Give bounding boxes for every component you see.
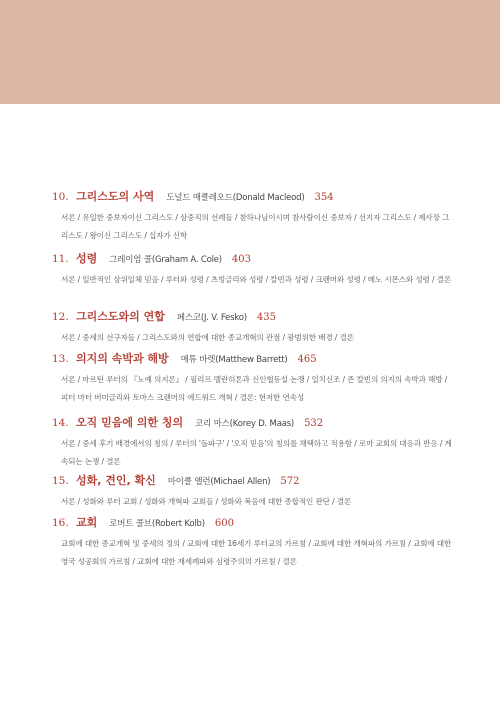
toc-entry-head bbox=[52, 188, 452, 206]
toc-entry-head bbox=[52, 472, 452, 490]
chapter-author: 매튜 바렛(Matthew Barrett) bbox=[180, 355, 288, 365]
toc-entry-head bbox=[52, 514, 452, 532]
chapter-author: 마이클 앨런(Michael Allen) bbox=[167, 477, 271, 487]
chapter-description: 서론 / 일반적인 삼위일체 믿음 / 루터와 성령 / 츠빙글리와 성령 / 칼빈과 성령 / 크랜머와 성령 / 메노 시몬스와 성령 / 결론 bbox=[61, 275, 452, 284]
chapter-page: 532 bbox=[304, 418, 324, 429]
toc-entry-head bbox=[52, 414, 452, 432]
chapter-number: 13. bbox=[52, 353, 69, 365]
chapter-number: 16. bbox=[52, 517, 69, 529]
toc-entry-16 bbox=[52, 514, 452, 574]
toc-entry-15 bbox=[52, 472, 452, 514]
chapter-title: 교회 bbox=[76, 516, 98, 529]
chapter-description: 서론 / 성화와 루터 교회 / 성화와 개혁파 교회들 / 성화와 복음에 대한 종합적인 판단 / 결론 bbox=[61, 497, 352, 506]
chapter-description: 서론 / 마르틴 루터의 『노예 의지론』 / 필리프 멜란히톤과 신인협동설 논쟁 / 일치신조 / 존 칼빈의 의지의 속박과 해방 / 피터 마터 버미글리와 토마스 크랜머의 에드워드 개혁 / 결론: 현저한 연속성 bbox=[61, 375, 448, 402]
toc-entry-13 bbox=[52, 350, 452, 414]
chapter-title: 의지의 속박과 해방 bbox=[76, 352, 169, 365]
chapter-description: 서론 / 중세 후기 배경에서의 칭의 / 루터의 '돌파구' / '오직 믿음'의 칭의를 채택하고 적용함 / 로마 교회의 대응과 반응 / 계속되는 논쟁 / 결론 bbox=[61, 439, 452, 466]
toc-entry-head bbox=[52, 250, 452, 268]
chapter-title: 그리스도의 사역 bbox=[76, 190, 155, 203]
chapter-author: 로버트 콜브(Robert Kolb) bbox=[109, 519, 205, 529]
toc-entry-10 bbox=[52, 188, 452, 250]
chapter-number: 15. bbox=[52, 475, 69, 487]
chapter-page: 600 bbox=[214, 518, 234, 529]
chapter-page: 465 bbox=[297, 354, 317, 365]
chapter-page: 435 bbox=[256, 312, 276, 323]
chapter-author: 코리 마스(Korey D. Maas) bbox=[195, 419, 295, 429]
chapter-title: 성화, 견인, 확신 bbox=[76, 474, 156, 487]
chapter-author: 그레이엄 콜(Graham A. Cole) bbox=[109, 255, 222, 265]
toc-entry-head bbox=[52, 350, 452, 368]
chapter-title: 오직 믿음에 의한 칭의 bbox=[76, 416, 184, 429]
chapter-author: 페스코(J. V. Fesko) bbox=[176, 313, 247, 323]
chapter-description: 서론 / 유일한 중보자이신 그리스도 / 삼중직의 선례들 / 참하나님이시며 참사람이신 중보자 / 선지자 그리스도 / 제사장 그리스도 / 왕이신 그리스도 / 십자가 신학 bbox=[61, 213, 450, 240]
header-band bbox=[0, 0, 500, 104]
chapter-description: 서론 / 중세의 선구자들 / 그리스도와의 연합에 대한 종교개혁의 관점 / 광범위한 배경 / 결론 bbox=[61, 333, 354, 342]
chapter-page: 572 bbox=[280, 476, 300, 487]
chapter-page: 354 bbox=[314, 192, 334, 203]
chapter-number: 14. bbox=[52, 417, 69, 429]
chapter-number: 12. bbox=[52, 311, 69, 323]
chapter-description: 교회에 대한 종교개혁 및 중세의 정의 / 교회에 대한 16세기 루터교의 가르침 / 교회에 대한 개혁파의 가르침 / 교회에 대한 영국 성공회의 가르침 / 교회에 대한 재세례파와 심령주의의 가르침 / 결론 bbox=[61, 539, 452, 566]
chapter-number: 10. bbox=[52, 191, 69, 203]
chapter-number: 11. bbox=[52, 253, 69, 265]
toc-entry-12 bbox=[52, 308, 452, 350]
table-of-contents bbox=[52, 188, 452, 574]
chapter-author: 도널드 매클레오드(Donald Macleod) bbox=[166, 193, 305, 203]
chapter-title: 성령 bbox=[76, 252, 98, 265]
toc-entry-14 bbox=[52, 414, 452, 472]
chapter-title: 그리스도와의 연합 bbox=[76, 310, 165, 323]
toc-entry-11 bbox=[52, 250, 452, 308]
chapter-page: 403 bbox=[231, 254, 252, 265]
toc-entry-head bbox=[52, 308, 452, 326]
